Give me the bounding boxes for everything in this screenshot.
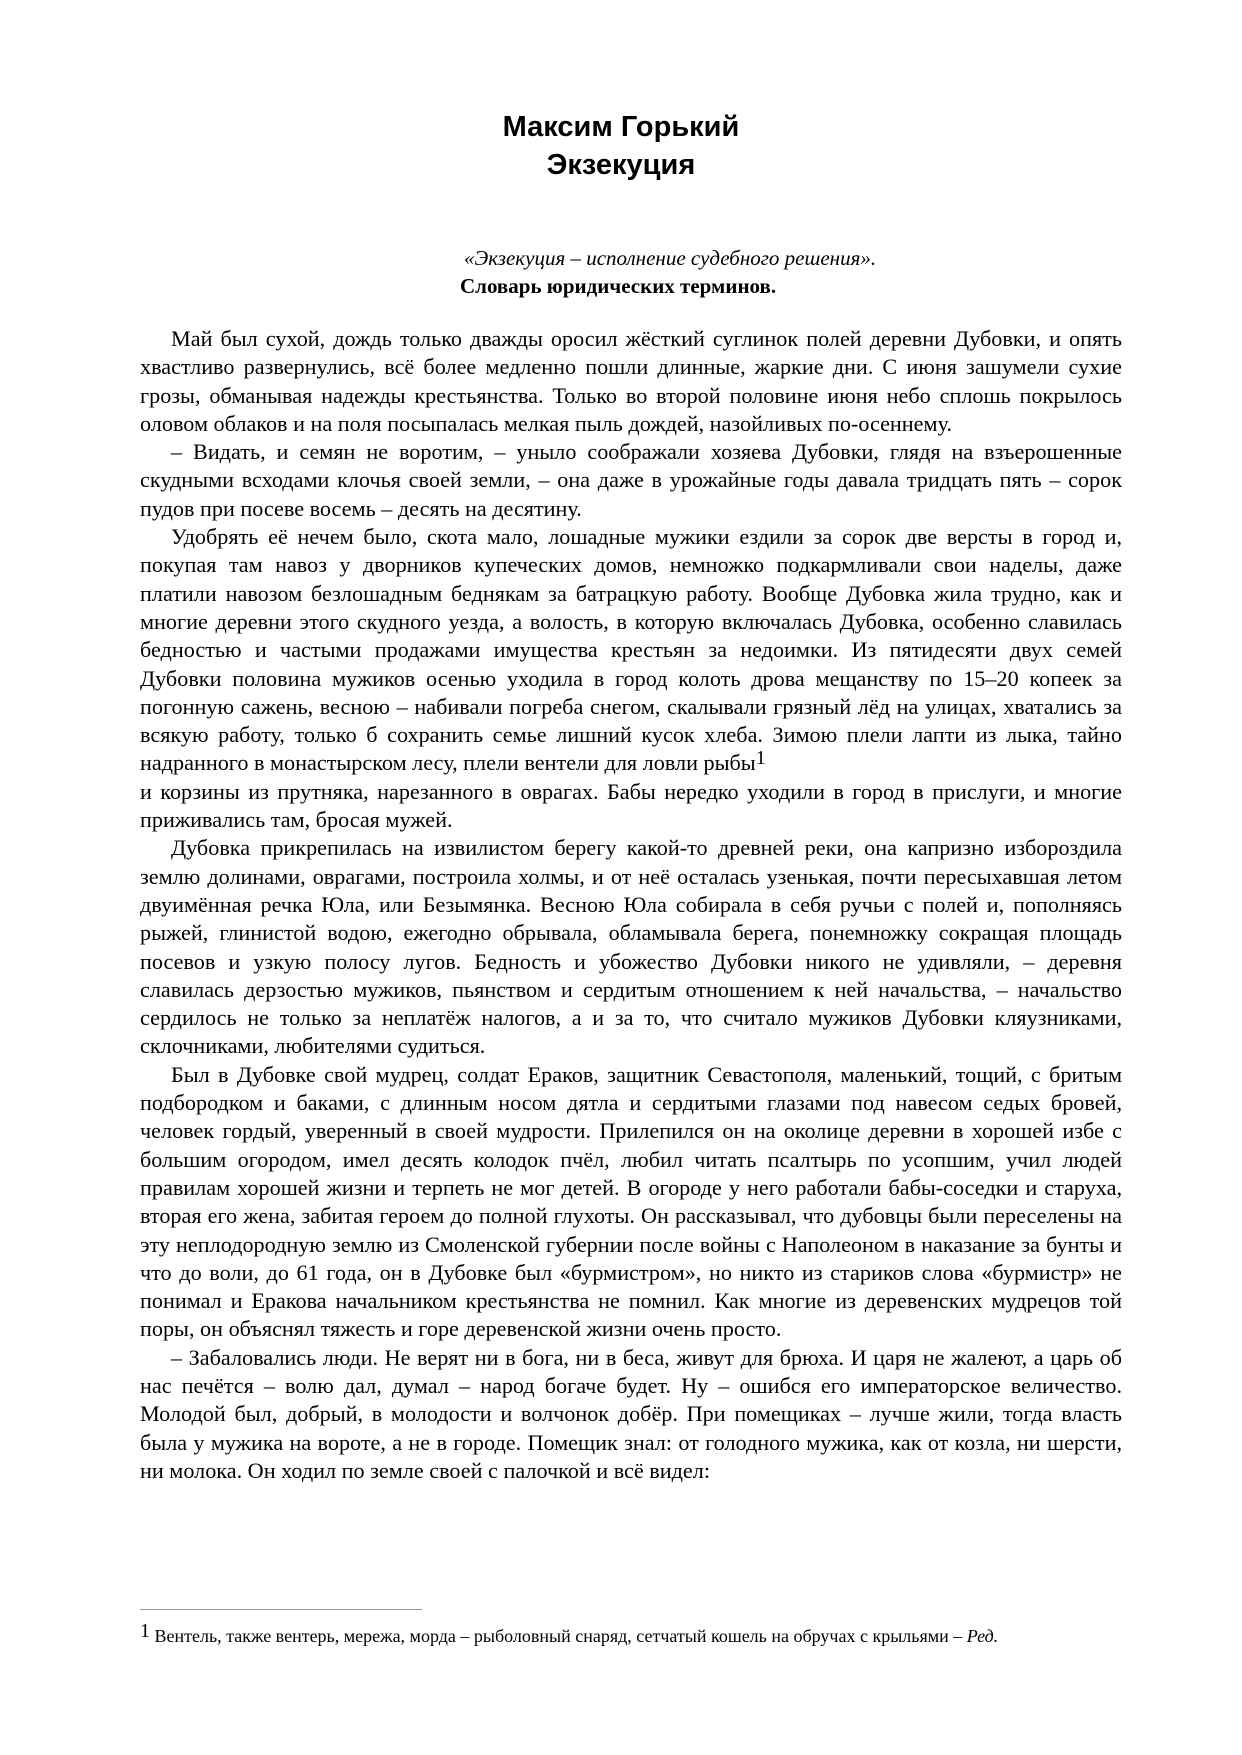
body-text — [140, 325, 1122, 1485]
title-block — [0, 108, 1242, 184]
paragraph-5: Был в Дубовке свой мудрец, солдат Ераков, защитник Севастополя, маленький, тощий, с бритым подбородком и баками, с длинным носом дятла и сердитыми глазами под навесом седых бровей, человек гордый, уверенный в своей мудрости. Прилепился он на околице деревни в хорошей избе с большим огородом, имел десять колодок пчёл, любил читать псалтырь по усопшим, учил людей правилам хорошей жизни и терпеть не мог детей. В огороде у него работали бабы-соседки и старуха, вторая его жена, забитая героем до полной глухоты. Он рассказывал, что дубовцы были переселены на эту неплодородную землю из Смоленской губернии после войны с Наполеоном в наказание за бунты и что до воли, до 61 года, он в Дубовке был «бурмистром», но никто из стариков слова «бурмистр» не понимал и Еракова начальником крестьянства не помнил. Как многие из деревенских мудрецов той поры, он объяснял тяжесть и горе деревенской жизни очень просто. — [140, 1061, 1122, 1342]
paragraph-3 — [140, 523, 1122, 778]
paragraph-6: – Забаловались люди. Не верят ни в бога, ни в беса, живут для брюха. И царя не жалеют, а царь об нас печётся – волю дал, думал – народ богаче будет. Ну – ошибся его императорское величество. Молодой был, добрый, в молодости и волчонок добёр. При помещиках – лучше жили, тогда власть была у мужика на вороте, а не в городе. Помещик знал: от голодного мужика, как от козла, ни шерсти, ни молока. Он ходил по земле своей с палочкой и всё видел: — [140, 1344, 1122, 1483]
footnote-number: 1 — [140, 1620, 150, 1642]
epigraph — [460, 244, 1180, 300]
paragraph-1: Май был сухой, дождь только дважды оросил жёсткий суглинок полей деревни Дубовки, и опять хвастливо развернулись, всё более медленно пошли длинные, жаркие дни. С июня зашумели сухие грозы, обманывая надежды крестьянства. Только во второй половине июня небо сплошь покрылось оловом облаков и на поля посыпалась мелкая пыль дождей, назойливых по-осеннему. — [140, 326, 1122, 436]
epigraph-source: Словарь юридических терминов. — [460, 274, 777, 298]
footnote-divider — [140, 1609, 422, 1610]
paragraph-3-continuation: и корзины из прутняка, нарезанного в оврагах. Бабы нередко уходили в город в прислуги, и многие приживались там, бросая мужей. — [140, 778, 1122, 833]
paragraph-4: Дубовка прикрепилась на извилистом берегу какой-то древней реки, она капризно избороздила землю долинами, оврагами, построила холмы, и от неё осталась узенькая, почти пересыхавшая летом двуимённая речка Юла, или Безымянка. Весною Юла собирала в себя ручьи с полей и, пополняясь рыжей, глинистой водою, ежегодно обрывала, обламывала берега, понемножку сокращая площадь посевов и узкую полосу лугов. Бедность и убожество Дубовки никого не удивляли, – деревня славилась дерзостью мужиков, пьянством и сердитым отношением к ней начальства, – начальство сердилось не только за неплатёж налогов, а и за то, что считало мужиков Дубовки кляузниками, склочниками, любителями судиться. — [140, 835, 1122, 1059]
author-name: Максим Горький — [502, 111, 740, 143]
footnote-editor-mark: Ред. — [966, 1626, 999, 1646]
paragraph-2: – Видать, и семян не воротим, – уныло соображали хозяева Дубовки, глядя на взъерошенные скудными всходами клочья своей земли, – она даже в урожайные годы давала тридцать пять – сорок пудов при посеве восемь – десять на десятину. — [140, 439, 1122, 521]
footnote-text: Вентель, также вентерь, мережа, морда – рыболовный снаряд, сетчатый кошель на обручах с крыльями – — [154, 1626, 967, 1646]
footnote-reference[interactable]: 1 — [755, 747, 766, 770]
paragraph-3-text: Удобрять её нечем было, скота мало, лошадные мужики ездили за сорок две версты в город и, покупая там навоз у дворников купеческих домов, немножко подкармливали свои наделы, даже платили навозом безлошадным беднякам за батрацкую работу. Вообще Дубовка жила трудно, как и многие деревни этого скудного уезда, а волость, в которую включалась Дубовка, особенно славилась бедностью и частыми продажами имущества крестьян за недоимки. Из пятидесяти двух семей Дубовки половина мужиков осенью уходила в город колоть дрова мещанству по 15–20 копеек за погонную сажень, весною – набивали погреба снегом, скалывали грязный лёд на улицах, хватались за всякую работу, только б сохранить семье лишний кусок хлеба. Зимою плели лапти из лыка, тайно надранного в монастырском лесу, плели вентели для ловли рыбы — [140, 524, 1122, 776]
work-title: Экзекуция — [546, 149, 696, 181]
footnote — [140, 1620, 1140, 1649]
epigraph-quote: «Экзекуция – исполнение судебного решения». — [464, 246, 877, 270]
